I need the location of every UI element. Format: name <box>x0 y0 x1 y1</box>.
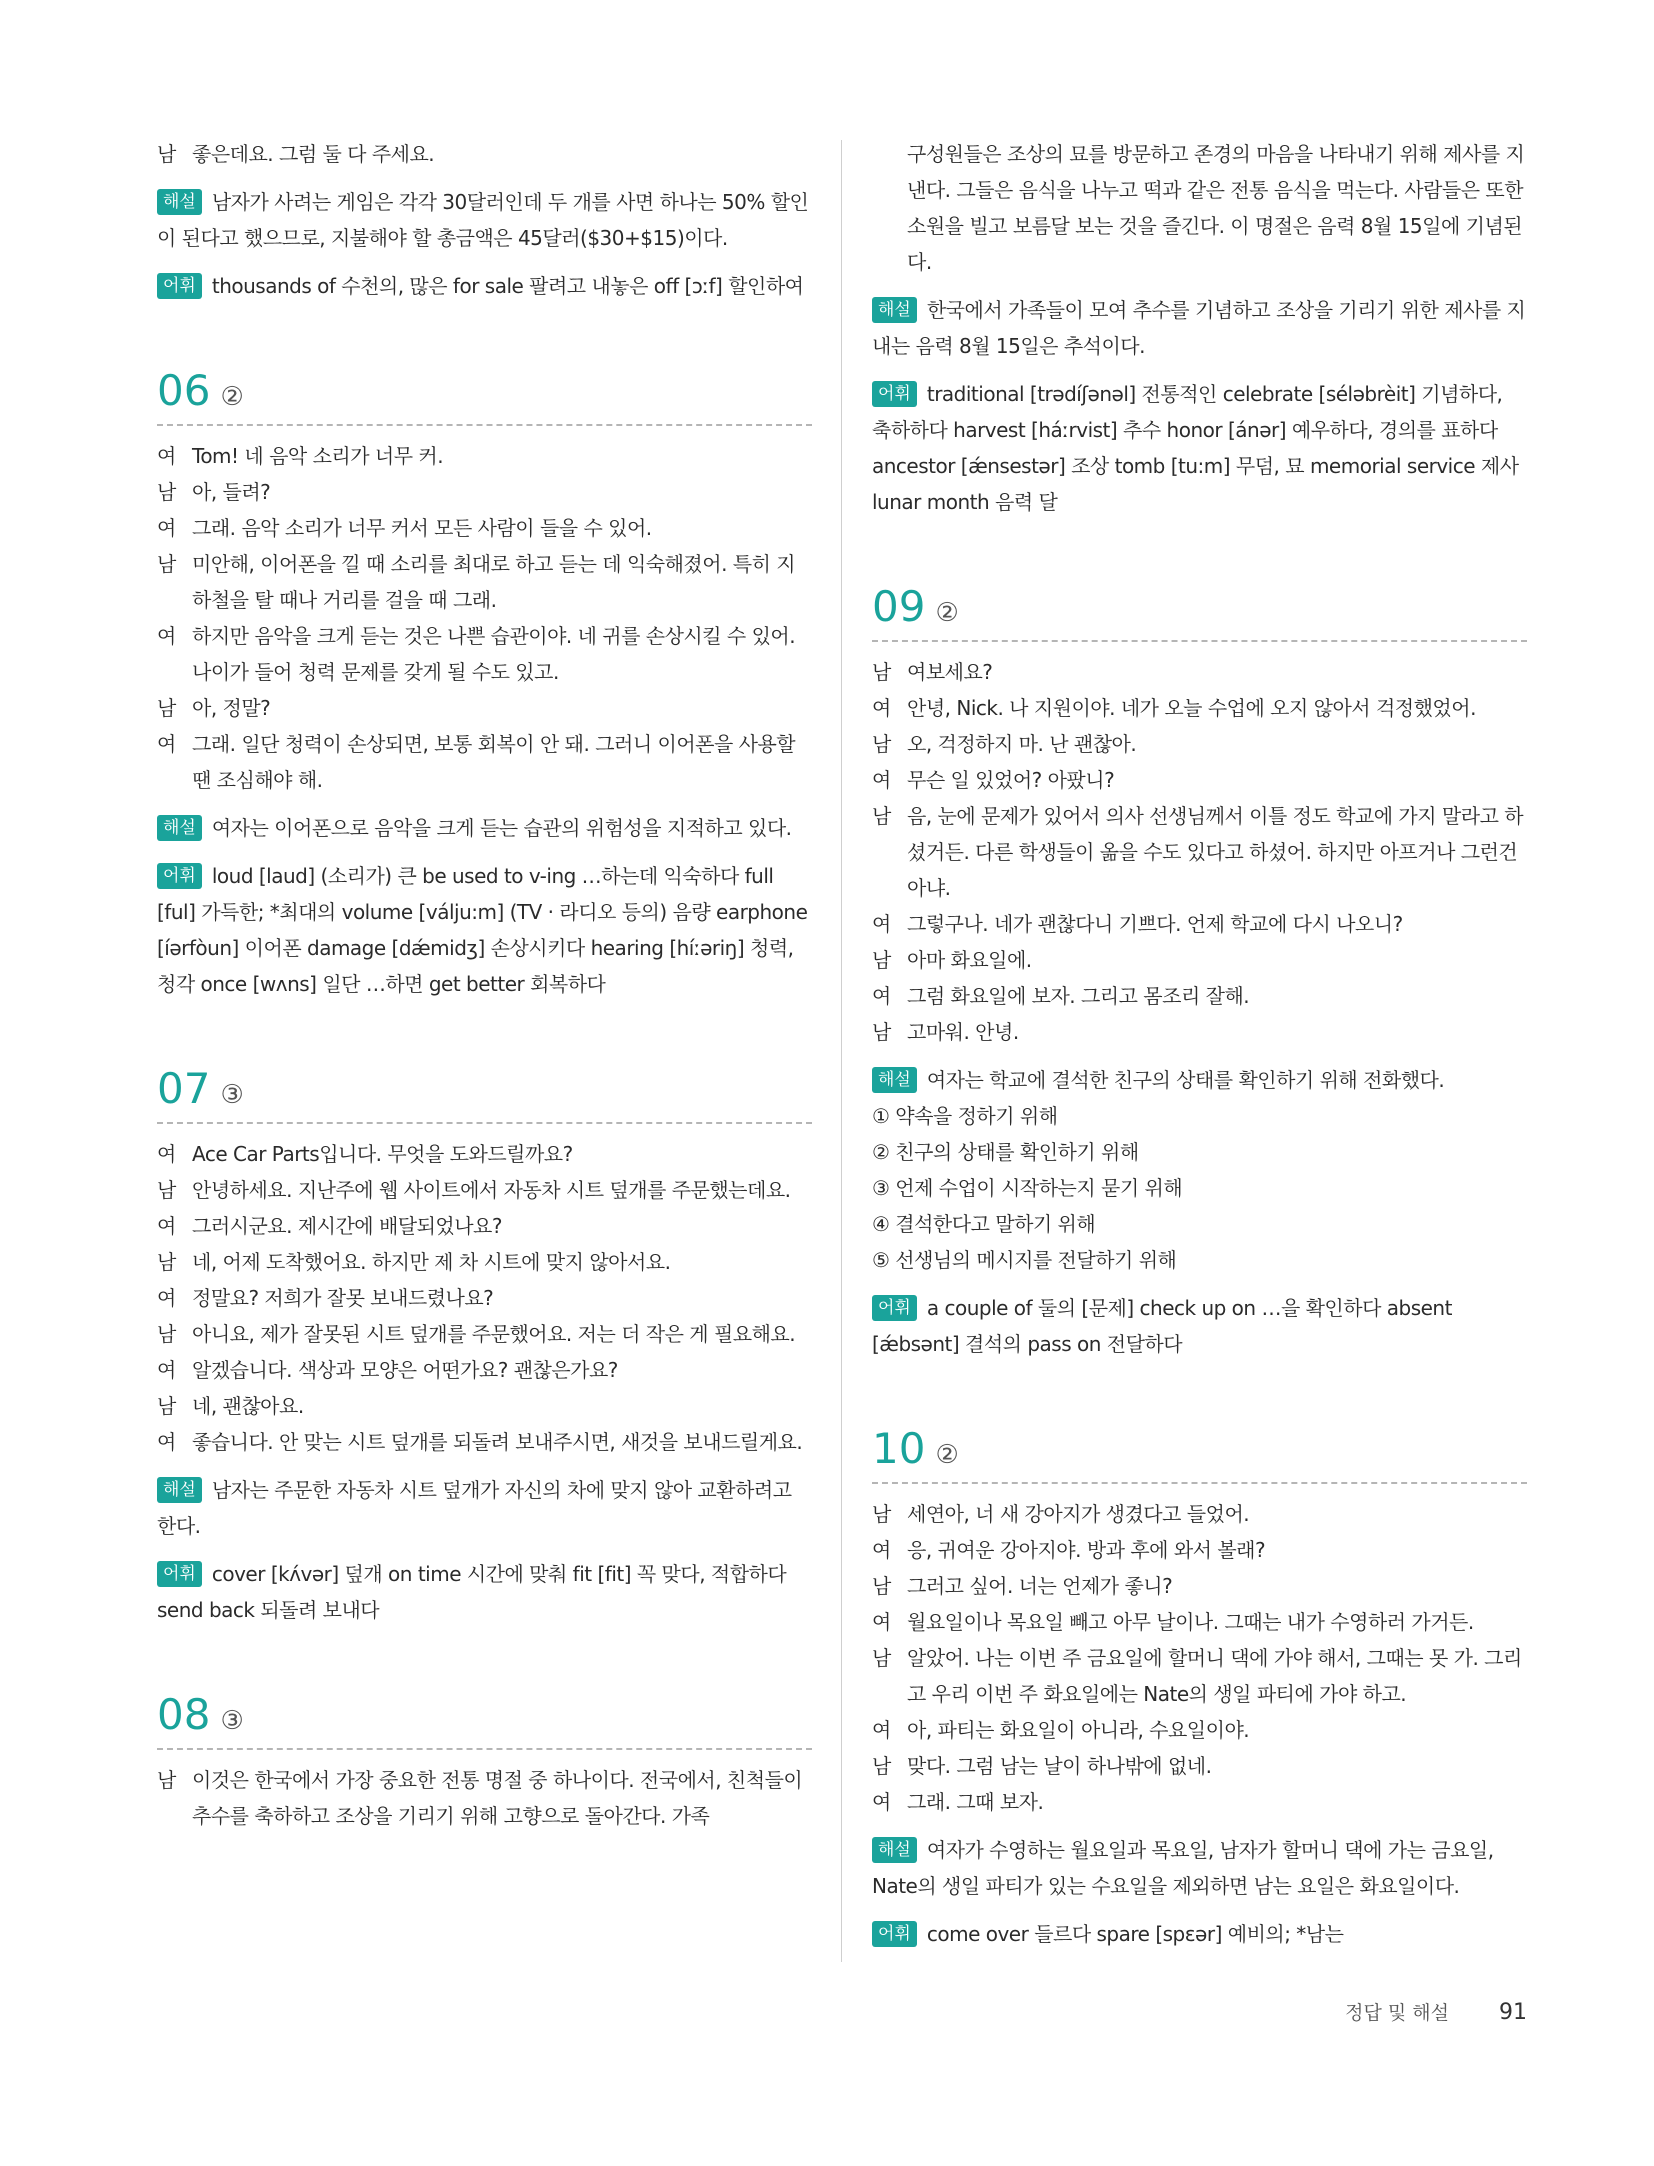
dialogue-text: 아, 파티는 화요일이 아니라, 수요일이야. <box>907 1718 1250 1742</box>
option-item: ② 친구의 상태를 확인하기 위해 <box>872 1140 1139 1164</box>
speaker-label: 여 <box>872 1610 891 1634</box>
section-06-header <box>157 362 812 426</box>
dialogue-line <box>872 1532 1527 1568</box>
dashed-divider <box>872 640 1527 642</box>
vocabulary <box>157 858 812 1002</box>
explanation <box>157 1472 812 1544</box>
speaker-label: 여 <box>872 1790 891 1814</box>
dialogue-text: 아, 정말? <box>192 696 271 720</box>
vocabulary-tag: 어휘 <box>157 863 202 889</box>
dialogue-text: 그럼 화요일에 보자. 그리고 몸조리 잘해. <box>907 984 1250 1008</box>
speaker-label: 남 <box>872 1754 891 1778</box>
dialogue-text: 맞다. 그럼 남는 날이 하나밖에 없네. <box>907 1754 1212 1778</box>
vocabulary <box>157 1556 812 1628</box>
dialogue-line <box>872 798 1527 906</box>
dialogue-text: 좋은데요. 그럼 둘 다 주세요. <box>192 142 435 166</box>
speaker-label: 여 <box>157 444 176 468</box>
dialogue-text: 미안해, 이어폰을 낄 때 소리를 최대로 하고 듣는 데 익숙해졌어. 특히 지하철을 탈 때나 거리를 걸을 때 그래. <box>192 552 796 612</box>
dialogue-text: Ace Car Parts입니다. 무엇을 도와드릴까요? <box>192 1142 573 1166</box>
vocabulary-text: come over 들르다 spare [spɛər] 예비의; *남는 <box>926 1922 1344 1946</box>
dialogue-text: 그래. 그때 보자. <box>907 1790 1044 1814</box>
speaker-label: 남 <box>872 1646 891 1670</box>
dialogue-line <box>872 1640 1527 1712</box>
footer-label: 정답 및 해설 <box>1345 2002 1449 2024</box>
speaker-label: 남 <box>157 1178 176 1202</box>
explanation <box>872 292 1527 364</box>
dialogue-text: 여보세요? <box>907 660 993 684</box>
speaker-label: 여 <box>157 1430 176 1454</box>
dashed-divider <box>872 1482 1527 1484</box>
vocabulary-tag: 어휘 <box>872 381 917 407</box>
dialogue-line <box>157 726 812 798</box>
dialogue-line <box>157 136 812 172</box>
explanation-tag: 해설 <box>872 1067 917 1093</box>
dialogue-text: 오, 걱정하지 마. 난 괜찮아. <box>907 732 1137 756</box>
dialogue-text: 그러시군요. 제시간에 배달되었나요? <box>192 1214 502 1238</box>
vocabulary-tag: 어휘 <box>157 1561 202 1587</box>
dashed-divider <box>157 1122 812 1124</box>
dialogue-line <box>872 1604 1527 1640</box>
speaker-label: 여 <box>872 984 891 1008</box>
dialogue-line <box>157 1280 812 1316</box>
dialogue-line <box>872 1496 1527 1532</box>
speaker-label: 여 <box>157 624 176 648</box>
dialogue-line <box>157 510 812 546</box>
speaker-label: 여 <box>157 1286 176 1310</box>
dialogue-text: 아마 화요일에. <box>907 948 1032 972</box>
answer-mark: ② <box>935 1440 959 1470</box>
left-column <box>157 136 812 1834</box>
section-number: 08 <box>157 1690 211 1739</box>
speaker-label: 여 <box>872 696 891 720</box>
dialogue-line <box>872 1748 1527 1784</box>
speaker-label: 남 <box>157 1322 176 1346</box>
dialogue-line <box>872 726 1527 762</box>
vocabulary-text: thousands of 수천의, 많은 for sale 팔려고 내놓은 off [ɔːf] 할인하여 <box>211 274 804 298</box>
dashed-divider <box>157 424 812 426</box>
dialogue-line <box>157 546 812 618</box>
dialogue-text: 안녕, Nick. 나 지원이야. 네가 오늘 수업에 오지 않아서 걱정했었어. <box>907 696 1476 720</box>
vocabulary <box>872 1290 1527 1362</box>
explanation-text: 남자는 주문한 자동차 시트 덮개가 자신의 차에 맞지 않아 교환하려고 한다. <box>157 1478 792 1538</box>
speaker-label: 남 <box>872 660 891 684</box>
vocabulary <box>872 376 1527 520</box>
dialogue-line <box>157 1208 812 1244</box>
section-07-header <box>157 1060 812 1124</box>
dialogue-line <box>872 654 1527 690</box>
speaker-label: 여 <box>157 516 176 540</box>
speaker-label: 남 <box>872 804 891 828</box>
speaker-label: 여 <box>872 1718 891 1742</box>
vocabulary-text: cover [kʌ́vər] 덮개 on time 시간에 맞춰 fit [fit] 꼭 맞다, 적합하다 send back 되돌려 보내다 <box>157 1562 787 1622</box>
dialogue-line <box>872 906 1527 942</box>
section-number: 10 <box>872 1424 926 1473</box>
dialogue-line <box>157 1136 812 1172</box>
explanation <box>872 1832 1527 1904</box>
dialogue-line <box>872 1568 1527 1604</box>
dialogue-line <box>157 1762 812 1834</box>
section-10-dialogue <box>872 1496 1527 1820</box>
dialogue-text: 음, 눈에 문제가 있어서 의사 선생님께서 이틀 정도 학교에 가지 말라고 하셨거든. 다른 학생들이 옮을 수도 있다고 하셨어. 하지만 아프거나 그런건 아냐. <box>907 804 1524 900</box>
column-divider <box>841 140 842 1962</box>
answer-mark: ③ <box>220 1706 244 1736</box>
explanation-tag: 해설 <box>157 815 202 841</box>
dialogue-line <box>157 438 812 474</box>
section-number: 09 <box>872 582 926 631</box>
dialogue-line <box>872 1784 1527 1820</box>
dialogue-line <box>157 690 812 726</box>
option-item: ① 약속을 정하기 위해 <box>872 1104 1058 1128</box>
dialogue-text: 월요일이나 목요일 빼고 아무 날이나. 그때는 내가 수영하러 가거든. <box>907 1610 1474 1634</box>
dialogue-line <box>872 978 1527 1014</box>
vocabulary-text: a couple of 둘의 [문제] check up on …을 확인하다 absent [ǽbsənt] 결석의 pass on 전달하다 <box>872 1296 1452 1356</box>
explanation-tag: 해설 <box>872 1837 917 1863</box>
dialogue-text: 하지만 음악을 크게 듣는 것은 나쁜 습관이야. 네 귀를 손상시킬 수 있어. 나이가 들어 청력 문제를 갖게 될 수도 있고. <box>192 624 796 684</box>
dialogue-text: Tom! 네 음악 소리가 너무 커. <box>192 444 444 468</box>
dialogue-line <box>157 1172 812 1208</box>
explanation-text: 여자는 이어폰으로 음악을 크게 듣는 습관의 위험성을 지적하고 있다. <box>211 816 792 840</box>
explanation <box>872 1062 1527 1098</box>
answer-mark: ③ <box>220 1080 244 1110</box>
answer-options <box>872 1098 1527 1278</box>
section-10-header <box>872 1420 1527 1484</box>
section-number: 06 <box>157 366 211 415</box>
page-footer <box>1320 1998 1527 2025</box>
explanation <box>157 810 812 846</box>
dialogue-line <box>157 1424 812 1460</box>
dialogue-text: 좋습니다. 안 맞는 시트 덮개를 되돌려 보내주시면, 새것을 보내드릴게요. <box>192 1430 803 1454</box>
speaker-label: 남 <box>157 1768 176 1792</box>
section-09-dialogue <box>872 654 1527 1050</box>
speaker-label: 여 <box>157 1142 176 1166</box>
dialogue-line <box>157 1388 812 1424</box>
speaker-label: 남 <box>157 552 176 576</box>
dialogue-line <box>157 1244 812 1280</box>
dialogue-text: 무슨 일 있었어? 아팠니? <box>907 768 1115 792</box>
speaker-label: 남 <box>157 696 176 720</box>
speaker-label: 남 <box>872 1020 891 1044</box>
dialogue-text: 그렇구나. 네가 괜찮다니 기쁘다. 언제 학교에 다시 나오니? <box>907 912 1403 936</box>
dialogue-text: 그래. 음악 소리가 너무 커서 모든 사람이 들을 수 있어. <box>192 516 652 540</box>
speaker-label: 남 <box>872 732 891 756</box>
dashed-divider <box>157 1748 812 1750</box>
dialogue-text: 정말요? 저희가 잘못 보내드렸나요? <box>192 1286 494 1310</box>
speaker-label: 여 <box>157 1358 176 1382</box>
dialogue-line <box>872 762 1527 798</box>
speaker-label: 여 <box>872 1538 891 1562</box>
dialogue-line <box>157 474 812 510</box>
speaker-label: 남 <box>157 1250 176 1274</box>
dialogue-text: 세연아, 너 새 강아지가 생겼다고 들었어. <box>907 1502 1250 1526</box>
dialogue-line <box>872 942 1527 978</box>
dialogue-line <box>872 1712 1527 1748</box>
speaker-label: 여 <box>872 768 891 792</box>
answer-mark: ② <box>935 598 959 628</box>
dialogue-text: 이것은 한국에서 가장 중요한 전통 명절 중 하나이다. 전국에서, 친척들이 추수를 축하하고 조상을 기리기 위해 고향으로 돌아간다. 가족 <box>192 1768 803 1828</box>
section-07-dialogue <box>157 1136 812 1460</box>
explanation-text: 남자가 사려는 게임은 각각 30달러인데 두 개를 사면 하나는 50% 할인이 된다고 했으므로, 지불해야 할 총금액은 45달러($30+$15)이다. <box>157 190 809 250</box>
vocabulary-text: loud [laud] (소리가) 큰 be used to v-ing …하는데 익숙하다 full [ful] 가득한; *최대의 volume [válju:m] (TV · 라디오 등의) 음량 earphone [íərfòun] 이어폰 damage [dǽmidʒ] 손상시키다 hearing [híːəriŋ] 청력, 청각 once [wʌns] 일단 …하면 get better 회복하다 <box>157 864 808 996</box>
dialogue-line <box>157 1316 812 1352</box>
dialogue-text: 응, 귀여운 강아지야. 방과 후에 와서 볼래? <box>907 1538 1266 1562</box>
speaker-label: 여 <box>157 732 176 756</box>
speaker-label: 남 <box>157 480 176 504</box>
vocabulary-tag: 어휘 <box>872 1921 917 1947</box>
vocabulary <box>157 268 812 304</box>
dialogue-text: 그래. 일단 청력이 손상되면, 보통 회복이 안 돼. 그러니 이어폰을 사용할 땐 조심해야 해. <box>192 732 796 792</box>
section-09-header <box>872 578 1527 642</box>
option-item: ⑤ 선생님의 메시지를 전달하기 위해 <box>872 1248 1177 1272</box>
vocabulary-tag: 어휘 <box>157 273 202 299</box>
page-number: 91 <box>1499 2000 1527 2025</box>
speaker-label: 남 <box>157 1394 176 1418</box>
section-06-dialogue <box>157 438 812 798</box>
monologue-continuation: 구성원들은 조상의 묘를 방문하고 존경의 마음을 나타내기 위해 제사를 지낸다. 그들은 음식을 나누고 떡과 같은 전통 음식을 먹는다. 사람들은 또한 소원을 빌고 보름달 보는 것을 즐긴다. 이 명절은 음력 8월 15일에 기념된다. <box>907 142 1525 274</box>
dialogue-line <box>157 618 812 690</box>
dialogue-line <box>872 1014 1527 1050</box>
dialogue-text: 네, 괜찮아요. <box>192 1394 304 1418</box>
explanation-text: 여자가 수영하는 월요일과 목요일, 남자가 할머니 댁에 가는 금요일, Nate의 생일 파티가 있는 수요일을 제외하면 남는 요일은 화요일이다. <box>872 1838 1494 1898</box>
explanation-tag: 해설 <box>872 297 917 323</box>
answer-mark: ② <box>220 382 244 412</box>
dialogue-text: 네, 어제 도착했어요. 하지만 제 차 시트에 맞지 않아서요. <box>192 1250 671 1274</box>
dialogue-line <box>157 1352 812 1388</box>
option-item: ③ 언제 수업이 시작하는지 묻기 위해 <box>872 1176 1183 1200</box>
speaker-label: 여 <box>157 1214 176 1238</box>
right-column <box>872 136 1527 1952</box>
explanation <box>157 184 812 256</box>
dialogue-text: 그러고 싶어. 너는 언제가 좋니? <box>907 1574 1173 1598</box>
explanation-tag: 해설 <box>157 1477 202 1503</box>
explanation-text: 여자는 학교에 결석한 친구의 상태를 확인하기 위해 전화했다. <box>926 1068 1445 1092</box>
section-number: 07 <box>157 1064 211 1113</box>
speaker-label: 남 <box>872 948 891 972</box>
speaker-label: 남 <box>872 1574 891 1598</box>
dialogue-line <box>872 690 1527 726</box>
dialogue-text: 알았어. 나는 이번 주 금요일에 할머니 댁에 가야 해서, 그때는 못 가. 그리고 우리 이번 주 화요일에는 Nate의 생일 파티에 가야 하고. <box>907 1646 1522 1706</box>
dialogue-text: 알겠습니다. 색상과 모양은 어떤가요? 괜찮은가요? <box>192 1358 618 1382</box>
dialogue-text: 아, 들려? <box>192 480 271 504</box>
option-item: ④ 결석한다고 말하기 위해 <box>872 1212 1096 1236</box>
vocabulary-tag: 어휘 <box>872 1295 917 1321</box>
vocabulary-text: traditional [trədíʃənəl] 전통적인 celebrate [séləbrèit] 기념하다, 축하하다 harvest [háːrvist] 추수 honor [ánər] 예우하다, 경의를 표하다 ancestor [ǽnsestər] 조상 tomb [tu:m] 무덤, 묘 memorial service 제사 lunar month 음력 달 <box>872 382 1519 514</box>
speaker-label: 남 <box>157 142 176 166</box>
dialogue-text: 아니요, 제가 잘못된 시트 덮개를 주문했어요. 저는 더 작은 게 필요해요. <box>192 1322 796 1346</box>
speaker-label: 남 <box>872 1502 891 1526</box>
vocabulary <box>872 1916 1527 1952</box>
dialogue-text: 안녕하세요. 지난주에 웹 사이트에서 자동차 시트 덮개를 주문했는데요. <box>192 1178 791 1202</box>
section-08-dialogue <box>157 1762 812 1834</box>
section-08-header <box>157 1686 812 1750</box>
speaker-label: 여 <box>872 912 891 936</box>
dialogue-text: 고마워. 안녕. <box>907 1020 1019 1044</box>
explanation-text: 한국에서 가족들이 모여 추수를 기념하고 조상을 기리기 위한 제사를 지내는 음력 8월 15일은 추석이다. <box>872 298 1526 358</box>
explanation-tag: 해설 <box>157 189 202 215</box>
